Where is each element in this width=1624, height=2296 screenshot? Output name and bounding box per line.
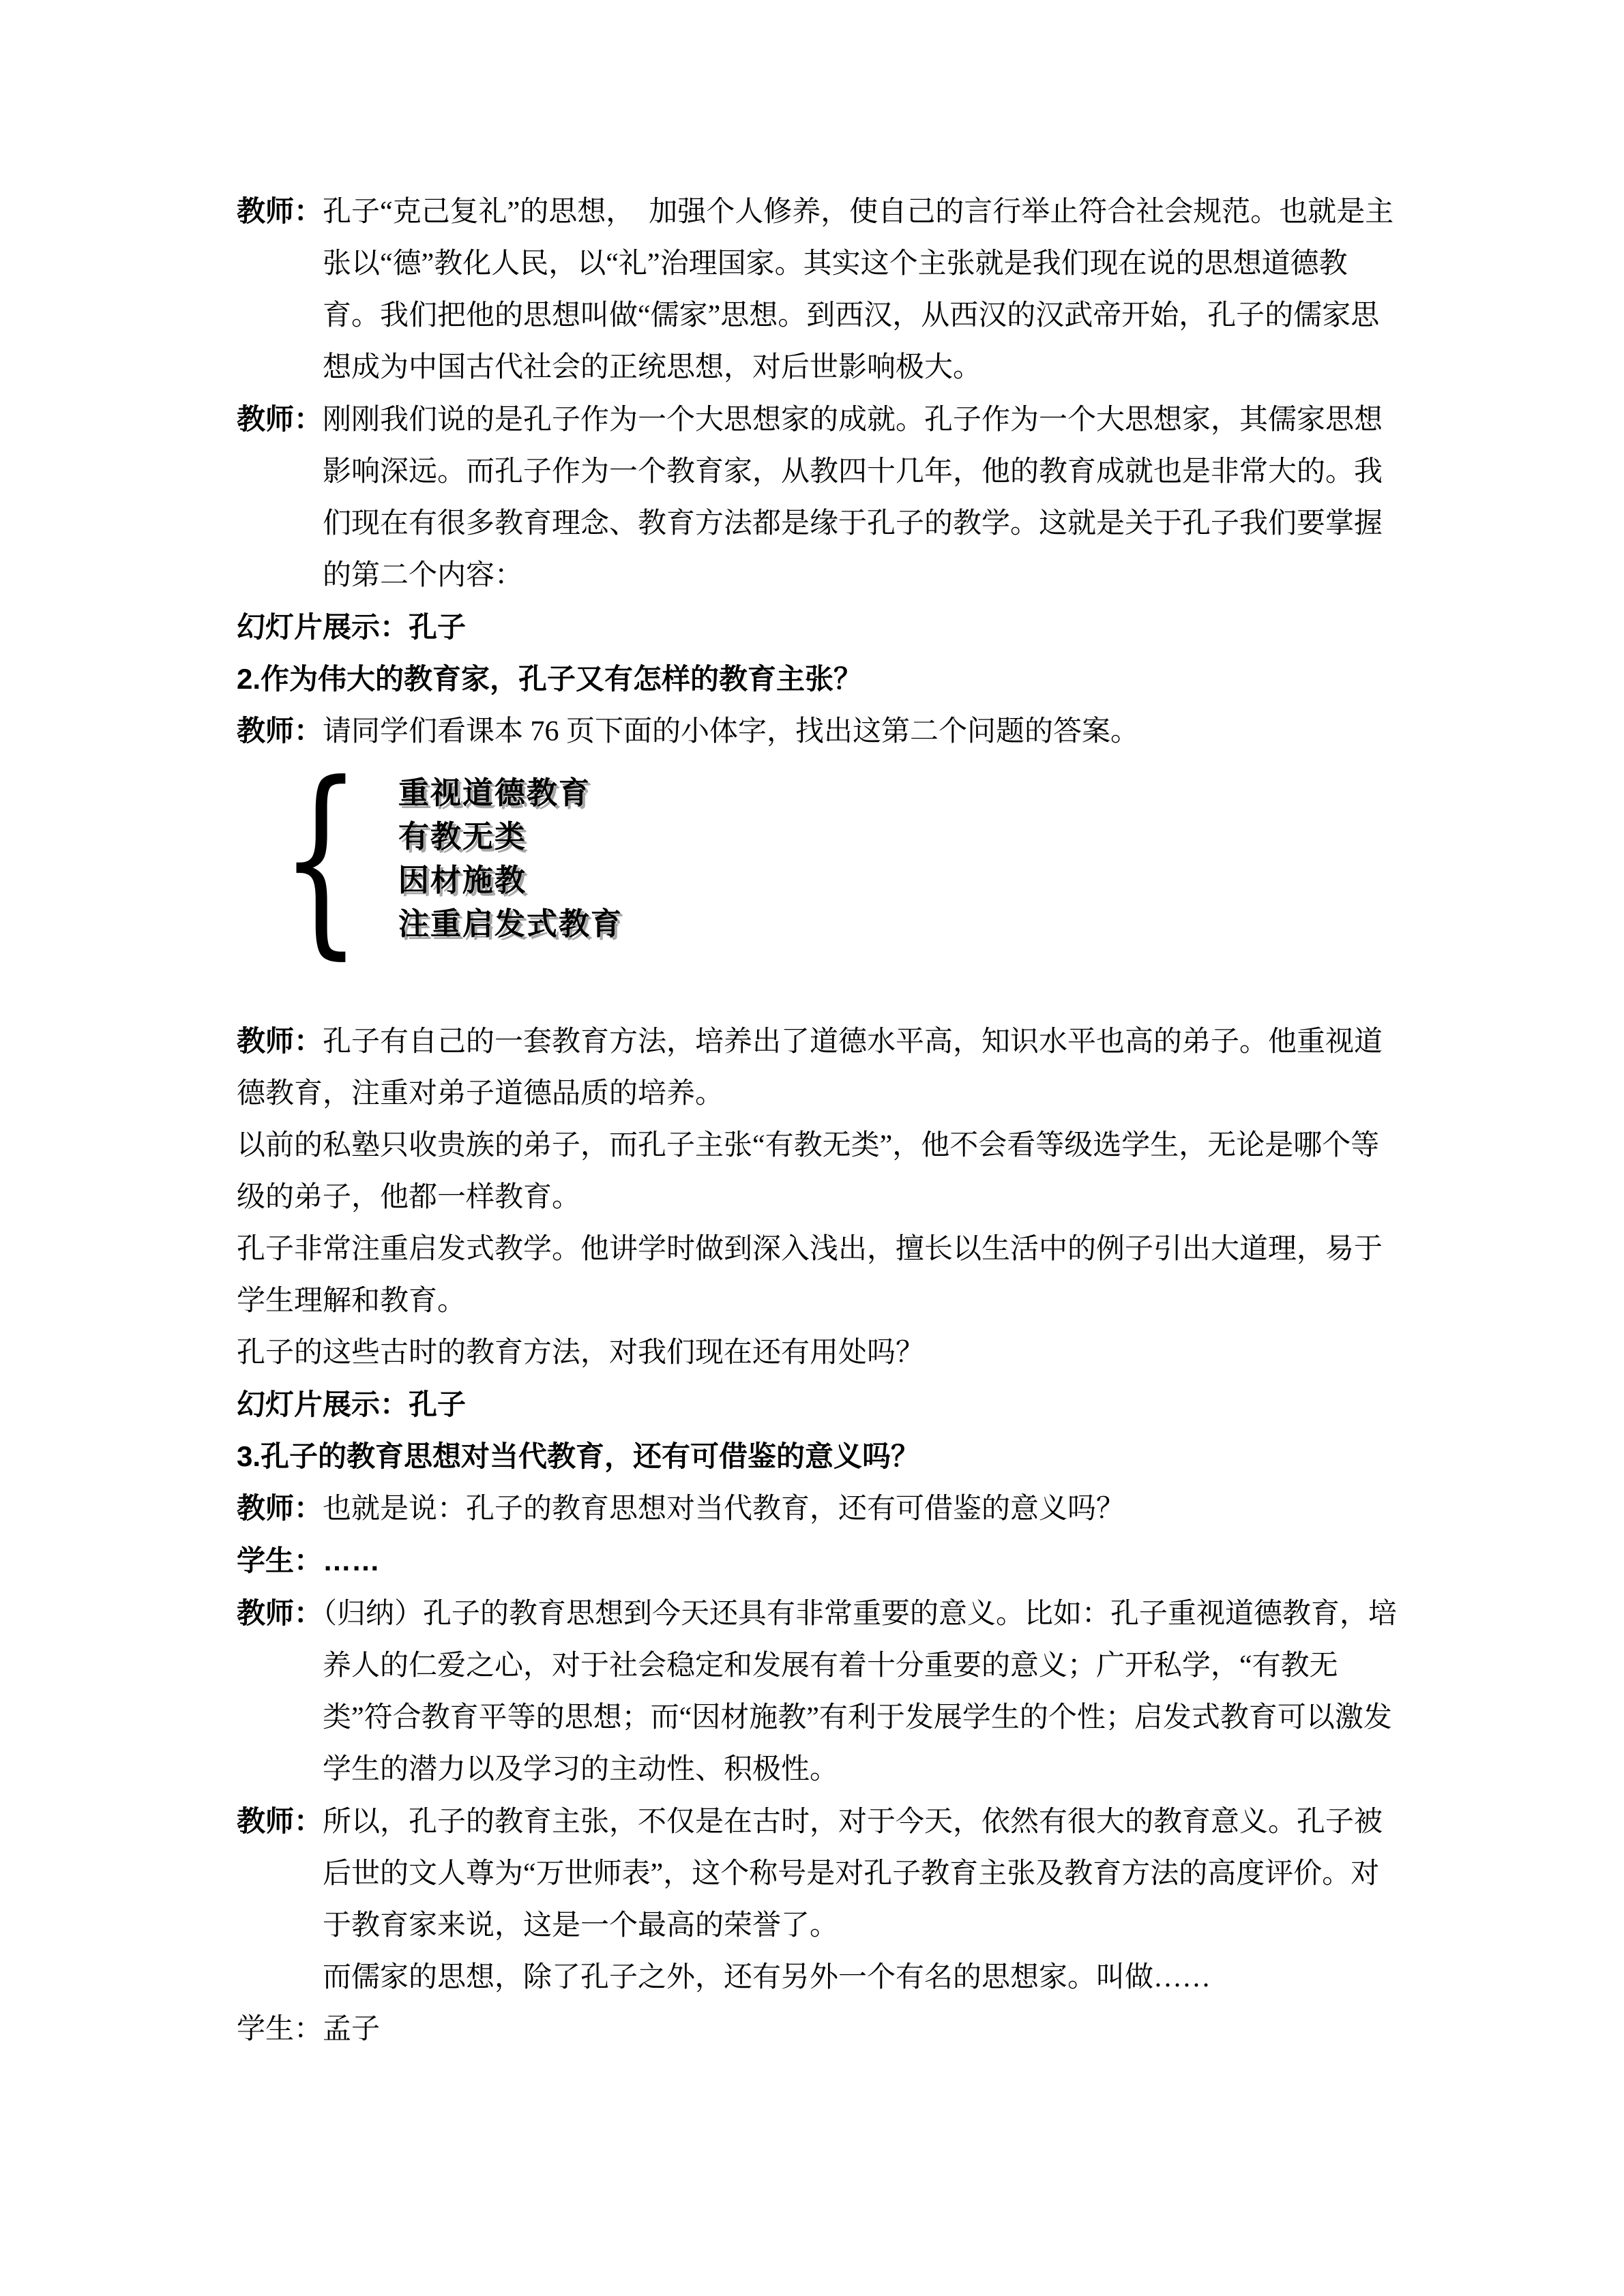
speaker-label: 教师： [237, 195, 323, 227]
student-paragraph [237, 1535, 1398, 1587]
slide-display-label: 幻灯片展示：孔子 [237, 1388, 467, 1420]
student-paragraph [237, 2003, 1398, 2055]
slide-display-label: 幻灯片展示：孔子 [237, 611, 467, 643]
paragraph-text: 孟子 [323, 2014, 381, 2045]
left-brace-icon: { [280, 739, 361, 977]
paragraph-text: 孔子“克己复礼”的思想， 加强个人修养，使自己的言行举止符合社会规范。也就是主张以“德”教化人民，以“礼”治理国家。其实这个主张就是我们现在说的思想道德教育。我们把他的思想叫做“儒家”思想。到西汉，从西汉的汉武帝开始，孔子的儒家思想成为中国古代社会的正统思想，对后世影响极大。 [323, 196, 1394, 383]
paragraph: 孔子的这些古时的教育方法，对我们现在还有用处吗？ [237, 1337, 925, 1369]
paragraph: 孔子非常注重启发式教学。他讲学时做到深入浅出，擅长以生活中的例子引出大道理，易于学生理解和教育。 [237, 1234, 1383, 1317]
teacher-paragraph [237, 393, 1398, 601]
list-item: 有教无类 [398, 819, 527, 854]
paragraph: 以前的私塾只收贵族的弟子，而孔子主张“有教无类”，他不会看等级选学生，无论是哪个等级的弟子，他都一样教育。 [237, 1130, 1380, 1213]
paragraph-text: 也就是说：孔子的教育思想对当代教育，还有可借鉴的意义吗？ [323, 1493, 1125, 1525]
teacher-paragraph [237, 1587, 1398, 1795]
teacher-paragraph [237, 1015, 1398, 1120]
question-heading-2: 2.作为伟大的教育家，孔子又有怎样的教育主张？ [237, 663, 863, 695]
speaker-label: 教师： [237, 1492, 323, 1524]
speaker-label: 学生： [237, 1545, 323, 1577]
teacher-paragraph [237, 1482, 1398, 1535]
speaker-label: 教师： [237, 1025, 323, 1057]
paragraph-text: 刚刚我们说的是孔子作为一个大思想家的成就。孔子作为一个大思想家，其儒家思想影响深远。而孔子作为一个教育家，从教四十几年，他的教育成就也是非常大的。我们现在有很多教育理念、教育方法都是缘于孔子的教学。这就是关于孔子我们要掌握的第二个内容： [323, 404, 1383, 591]
list-item: 注重启发式教育 [398, 906, 623, 941]
document-content [237, 185, 1398, 2055]
paragraph-text: （归纳）孔子的教育思想到今天还具有非常重要的意义。比如：孔子重视道德教育，培养人的仁爱之心，对于社会稳定和发展有着十分重要的意义；广开私学，“有教无类”符合教育平等的思想；而“因材施教”有利于发展学生的个性；启发式教育可以激发学生的潜力以及学习的主动性、积极性。 [323, 1598, 1398, 1785]
list-item: 重视道德教育 [398, 775, 591, 810]
speaker-label: 教师： [237, 403, 323, 435]
paragraph-text: …… [323, 1545, 381, 1577]
education-principles-list [237, 739, 1398, 977]
speaker-label: 学生： [237, 2014, 323, 2045]
list-item: 因材施教 [398, 863, 527, 897]
brace-items [398, 771, 623, 946]
teacher-paragraph [237, 1795, 1398, 1952]
paragraph-text: 孔子有自己的一套教育方法，培养出了道德水平高，知识水平也高的弟子。他重视道德教育，注重对弟子道德品质的培养。 [237, 1026, 1383, 1109]
paragraph-text: 所以，孔子的教育主张，不仅是在古时，对于今天，依然有很大的教育意义。孔子被后世的文人尊为“万世师表”，这个称号是对孔子教育主张及教育方法的高度评价。对于教育家来说，这是一个最高的荣誉了。 [323, 1806, 1383, 1941]
teacher-paragraph-continuation: 而儒家的思想，除了孔子之外，还有另外一个有名的思想家。叫做…… [323, 1962, 1211, 1993]
teacher-paragraph [237, 705, 1398, 758]
speaker-label: 教师： [237, 1597, 323, 1629]
question-heading-3: 3.孔子的教育思想对当代教育，还有可借鉴的意义吗？ [237, 1440, 920, 1472]
teacher-paragraph [237, 185, 1398, 393]
speaker-label: 教师： [237, 1805, 323, 1837]
paragraph-text: 请同学们看课本 76 页下面的小体字，找出这第二个问题的答案。 [323, 716, 1140, 747]
speaker-label: 教师： [237, 715, 323, 747]
